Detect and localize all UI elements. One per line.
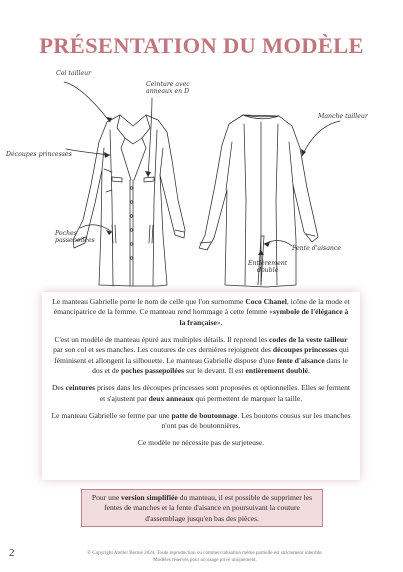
text-fragment: Le manteau Gabrielle se ferme par une <box>51 410 172 420</box>
paragraph-intro <box>50 297 352 328</box>
text-bold-version-simplifiee: version simplifiée <box>121 493 178 502</box>
text-bold-fente: fente d'aisance <box>276 355 325 365</box>
label-fente-aisance: Fente d'aisance <box>292 245 342 252</box>
text-fragment: du manteau, il est possible de supprimer les fentes de manches et la fente d'aisance en poursuivant la couture d'assemblage jusqu'en bas des pièces. <box>104 493 313 523</box>
text-bold-decoupes: découpes princesses <box>272 345 338 355</box>
text-fragment: ». <box>216 317 223 327</box>
label-poches <box>55 230 95 244</box>
text-fragment: qui féminisent et allongent la silhouette. Le manteau Gabrielle dispose d'une <box>54 345 349 365</box>
text-bold-patte: patte de boutonnage <box>171 410 238 420</box>
text-fragment: C'est un modèle de manteau épuré aux multiples détails. Il reprend les <box>54 334 270 344</box>
paragraph-fermeture <box>50 411 352 432</box>
text-bold-poches: poches passepoilées <box>121 365 185 375</box>
text-fragment: prises dans les découpes princesses sont proposées et optionnelles. Elles se ferment et s'ajustent par <box>95 383 351 403</box>
text-bold-anneaux: deux anneaux <box>148 393 194 403</box>
footer-line-2: Modèles réservés pour un usage privé uniquement. <box>153 557 257 564</box>
text-bold-symbole: symbole de l'élégance à la française <box>179 307 349 327</box>
text-fragment: , icône de la mode et émancipatrice de la femme. Ce manteau rend hommage à cette femme « <box>53 297 350 317</box>
text-fragment: Des <box>51 383 66 393</box>
front-coat-drawing <box>73 115 185 286</box>
footer-line-1: © Copyright Atelier Bernie 2024. Toute reproduction ou commercialisation même partielle est strictement interdite. <box>87 550 323 556</box>
label-entierement-line1: Entièrement <box>248 260 288 267</box>
label-ceinture <box>146 81 190 95</box>
text-fragment: par son col et ses manches. Les coutures de ces dernières rejoignent des <box>53 345 273 355</box>
coat-illustration <box>0 60 403 290</box>
coat-technical-drawing <box>0 60 403 290</box>
text-fragment: . <box>307 365 310 375</box>
label-poches-line1: Poches <box>55 230 77 237</box>
label-decoupes-princesses: Découpes princesses <box>6 151 72 158</box>
label-entierement-line2: doublé <box>256 267 279 275</box>
text-bold-ceintures: ceintures <box>65 383 96 393</box>
label-col-tailleur: Col tailleur <box>56 70 92 77</box>
text-bold-coco-chanel: Coco Chanel <box>245 297 287 306</box>
label-entierement-double <box>248 260 287 274</box>
text-bold-double: entièrement doublé <box>245 365 308 375</box>
label-ceinture-line2: anneaux en D <box>146 88 190 96</box>
text-fragment: . Les boutons cousus sur les manches n'ont pas de boutonnières. <box>161 410 351 431</box>
copyright-footer <box>30 550 380 565</box>
simplified-version-note <box>81 489 323 527</box>
text-fragment: dans le dos et de <box>92 355 348 375</box>
page-title: PRÉSENTATION DU MODÈLE <box>39 33 364 58</box>
page-number: 2 <box>9 547 15 559</box>
annotation-leaders <box>64 82 340 261</box>
label-poches-line2: passepoilées <box>55 237 95 245</box>
label-manche-tailleur: Manche tailleur <box>318 113 368 120</box>
paragraph-surjeteuse: Ce modèle ne nécessite pas de surjeteuse. <box>137 438 265 448</box>
paragraph-ceintures <box>50 383 352 404</box>
text-fragment: qui permettent de marquer la taille. <box>193 393 303 403</box>
label-ceinture-line1: Ceinture avec <box>146 81 190 88</box>
text-fragment: Le manteau Gabrielle porte le nom de celle que l'on surnomme <box>52 297 246 306</box>
description-box <box>42 292 360 480</box>
text-fragment: Pour une <box>91 493 122 502</box>
text-bold-codes-veste: codes de la veste tailleur <box>269 334 348 344</box>
text-fragment: sur le devant. Il est <box>184 365 246 375</box>
paragraph-details <box>50 335 352 376</box>
